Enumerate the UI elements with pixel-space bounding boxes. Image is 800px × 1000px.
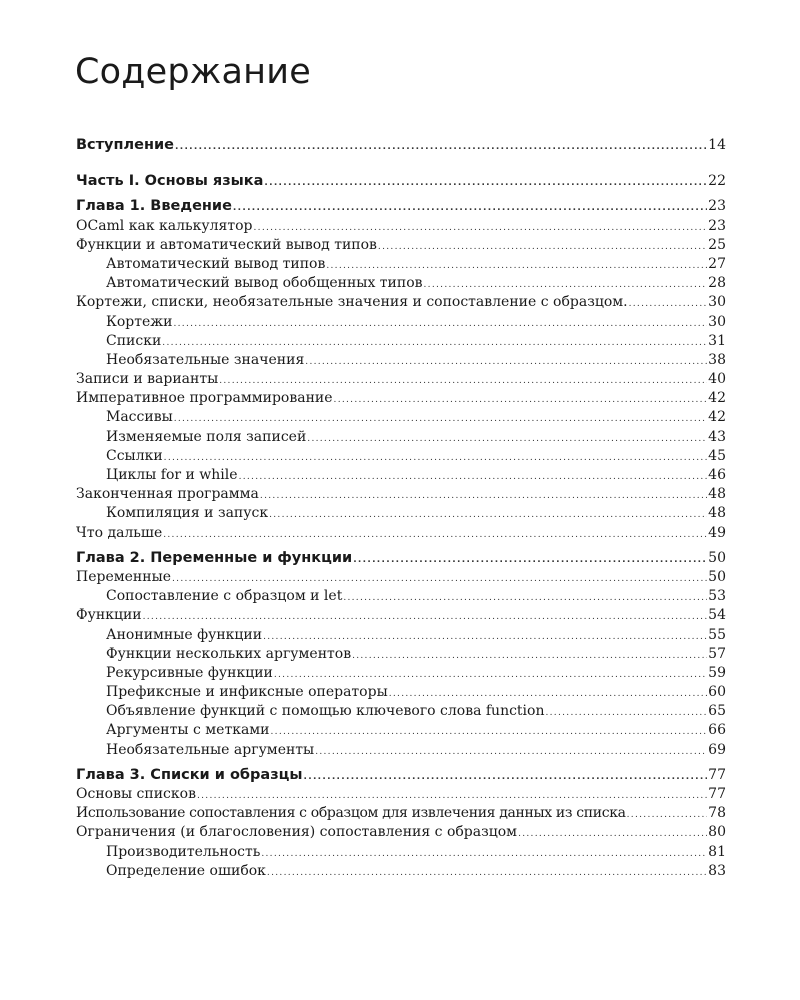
- toc-entry[interactable]: [76, 843, 726, 862]
- dot-leader: [239, 473, 708, 482]
- dot-leader: [315, 748, 707, 757]
- toc-entry-page: 78: [708, 805, 726, 822]
- dot-leader: [197, 792, 707, 801]
- toc-entry-page: 30: [708, 294, 726, 311]
- toc-entry-chapter-2[interactable]: [76, 549, 726, 568]
- toc-entry[interactable]: [76, 524, 726, 543]
- toc-entry-title: Необязательные аргументы: [106, 741, 315, 758]
- toc-entry-title: Переменные: [76, 568, 172, 585]
- dot-leader: [389, 690, 707, 699]
- toc-entry-page: 42: [708, 390, 726, 407]
- toc-entry-title: Императивное программирование: [76, 390, 333, 407]
- toc-entry-title: Префиксные и инфиксные операторы: [106, 684, 388, 701]
- toc-entry-page: 48: [708, 505, 726, 522]
- dot-leader: [326, 262, 707, 271]
- toc-entry[interactable]: [76, 274, 726, 293]
- toc-entry[interactable]: [76, 804, 726, 823]
- toc-entry-page: 53: [708, 588, 726, 605]
- toc-entry-title: Функции и автоматический вывод типов: [76, 236, 377, 253]
- toc-entry-title: Вступление: [76, 137, 174, 153]
- toc-entry-page: 60: [708, 684, 726, 701]
- toc-entry[interactable]: [76, 664, 726, 683]
- toc-entry[interactable]: [76, 293, 726, 312]
- toc-entry-title: Кортежи, списки, необязательные значения и сопоставление с образцом.: [76, 294, 628, 311]
- toc-entry-page: 69: [708, 741, 726, 758]
- dot-leader: [307, 435, 707, 444]
- toc-entry-title: Циклы for и while: [106, 467, 238, 483]
- toc-entry[interactable]: [76, 823, 726, 842]
- toc-entry[interactable]: [76, 236, 726, 255]
- toc-entry-title: Глава 3. Списки и образцы: [76, 766, 303, 783]
- toc-entry-page: 49: [708, 524, 726, 541]
- toc-entry[interactable]: [76, 785, 726, 804]
- dot-leader: [267, 869, 707, 878]
- dot-leader: [271, 728, 708, 737]
- toc-entry-title: Производительность: [106, 843, 261, 860]
- dot-leader: [353, 556, 707, 565]
- toc-entry-page: 43: [708, 428, 726, 445]
- dot-leader: [173, 320, 707, 329]
- dot-leader: [162, 339, 707, 348]
- toc-entry-page: 46: [708, 467, 726, 483]
- toc-entry[interactable]: [76, 645, 726, 664]
- toc-entry-page: 42: [708, 409, 726, 426]
- dot-leader: [274, 671, 707, 680]
- dot-leader: [164, 454, 708, 463]
- dot-leader: [304, 773, 708, 782]
- toc-entry-title: Использование сопоставления с образцом для извлечения данных из списка: [76, 805, 626, 822]
- toc-entry-title: Массивы: [106, 409, 173, 426]
- dot-leader: [263, 633, 707, 642]
- toc-entry-title: Автоматический вывод обобщенных типов: [106, 275, 423, 292]
- toc-entry[interactable]: [76, 217, 726, 236]
- toc-entry-page: 81: [708, 843, 726, 860]
- toc-entry[interactable]: [76, 370, 726, 389]
- toc-entry-title: Ограничения (и благословения) сопоставления с образцом: [76, 824, 518, 841]
- toc-entry-title: Глава 1. Введение: [76, 198, 232, 215]
- toc-entry[interactable]: [76, 447, 726, 466]
- toc-entry-page: 65: [708, 703, 726, 720]
- toc-entry-page: 25: [708, 236, 726, 253]
- toc-entry-title: Законченная программа: [76, 486, 259, 503]
- toc-entry-title: Основы списков: [76, 786, 196, 802]
- toc-entry-page: 14: [708, 137, 726, 153]
- toc-entry-title: Часть I. Основы языка: [76, 173, 264, 190]
- toc-entry-page: 50: [708, 568, 726, 585]
- toc-entry[interactable]: [76, 428, 726, 447]
- dot-leader: [424, 281, 708, 290]
- toc-entry[interactable]: [76, 408, 726, 427]
- toc-entry[interactable]: [76, 683, 726, 702]
- toc-entry-title: Автоматический вывод типов: [106, 255, 326, 272]
- toc-entry[interactable]: [76, 313, 726, 332]
- toc-entry-page: 22: [708, 173, 726, 190]
- toc-entry[interactable]: [76, 606, 726, 625]
- toc-entry-page: 38: [708, 351, 726, 368]
- toc-entry[interactable]: [76, 389, 726, 408]
- toc-entry-page: 66: [708, 722, 726, 739]
- toc-entry-title: Функции нескольких аргументов: [106, 645, 352, 662]
- toc-entry-page: 59: [708, 664, 726, 681]
- toc-entry-page: 31: [708, 332, 726, 349]
- toc-entry-title: Глава 2. Переменные и функции: [76, 549, 353, 566]
- toc-entry[interactable]: [76, 568, 726, 587]
- dot-leader: [261, 850, 707, 859]
- toc-entry-title: Рекурсивные функции: [106, 664, 273, 681]
- toc-entry-title: Функции: [76, 607, 142, 624]
- toc-entry[interactable]: [76, 741, 726, 760]
- toc-entry[interactable]: [76, 351, 726, 370]
- dot-leader: [518, 830, 707, 839]
- toc-entry[interactable]: [76, 626, 726, 645]
- toc-entry-part-1[interactable]: [76, 172, 726, 191]
- dot-leader: [378, 243, 707, 252]
- toc-entry-title: Ссылки: [106, 447, 163, 464]
- toc-entry[interactable]: [76, 721, 726, 740]
- dot-leader: [260, 492, 707, 501]
- toc-entry[interactable]: [76, 255, 726, 274]
- toc-entry-title: Списки: [106, 332, 162, 349]
- dot-leader: [334, 396, 708, 405]
- toc-entry-page: 28: [708, 275, 726, 292]
- dot-leader: [233, 204, 707, 213]
- toc-entry-title: OCaml как калькулятор: [76, 217, 253, 234]
- toc-entry-title: Компиляция и запуск: [106, 505, 269, 522]
- toc-entry-chapter-3[interactable]: [76, 766, 726, 785]
- toc-entry[interactable]: [76, 862, 726, 881]
- toc-entry-page: 48: [708, 486, 726, 503]
- toc-entry-page: 45: [708, 447, 726, 464]
- dot-leader: [627, 811, 708, 820]
- dot-leader: [175, 143, 707, 152]
- toc-entry-title: Изменяемые поля записей: [106, 428, 307, 445]
- toc-entry[interactable]: [76, 332, 726, 351]
- dot-leader: [163, 531, 707, 540]
- dot-leader: [629, 300, 708, 309]
- toc-entry-title: Аргументы с метками: [106, 722, 270, 739]
- toc-entry-title: Записи и варианты: [76, 371, 219, 388]
- toc-entry-page: 54: [708, 607, 726, 624]
- toc-entry-title: Анонимные функции: [106, 626, 263, 643]
- dot-leader: [219, 377, 707, 386]
- toc-entry-title: Кортежи: [106, 313, 173, 330]
- toc-entry-intro[interactable]: [76, 136, 726, 155]
- toc-entry-page: 23: [708, 217, 726, 234]
- toc-entry-page: 80: [708, 824, 726, 841]
- toc-entry-page: 57: [708, 645, 726, 662]
- dot-leader: [264, 179, 707, 188]
- toc-entry-page: 27: [708, 255, 726, 272]
- toc-entry-title: Что дальше: [76, 524, 163, 541]
- dot-leader: [269, 511, 707, 520]
- dot-leader: [174, 415, 707, 424]
- toc-entry[interactable]: [76, 485, 726, 504]
- toc-entry[interactable]: [76, 702, 726, 721]
- toc-entry[interactable]: [76, 504, 726, 523]
- toc-entry-page: 30: [708, 313, 726, 330]
- toc-entry-title: Необязательные значения: [106, 351, 305, 368]
- toc-entry-page: 77: [708, 786, 726, 802]
- toc-entry-page: 50: [708, 549, 726, 566]
- toc-entry[interactable]: [76, 466, 726, 485]
- toc-entry-page: 55: [708, 626, 726, 643]
- toc-entry-title: Сопоставление с образцом и let: [106, 588, 343, 605]
- toc-entry-title: Объявление функций с помощью ключевого слова function: [106, 703, 545, 720]
- dot-leader: [305, 358, 707, 367]
- dot-leader: [352, 652, 707, 661]
- page-title: Содержание: [75, 52, 311, 92]
- dot-leader: [545, 709, 707, 718]
- toc-entry-page: 77: [708, 766, 726, 783]
- toc-entry[interactable]: [76, 587, 726, 606]
- table-of-contents: [76, 136, 726, 881]
- toc-entry-page: 23: [708, 198, 726, 215]
- dot-leader: [172, 575, 707, 584]
- dot-leader: [343, 594, 707, 603]
- toc-entry-page: 40: [708, 371, 726, 388]
- toc-entry-page: 83: [708, 862, 726, 879]
- toc-entry-title: Определение ошибок: [106, 862, 266, 879]
- dot-leader: [254, 224, 708, 233]
- dot-leader: [143, 613, 708, 622]
- toc-entry-chapter-1[interactable]: [76, 197, 726, 216]
